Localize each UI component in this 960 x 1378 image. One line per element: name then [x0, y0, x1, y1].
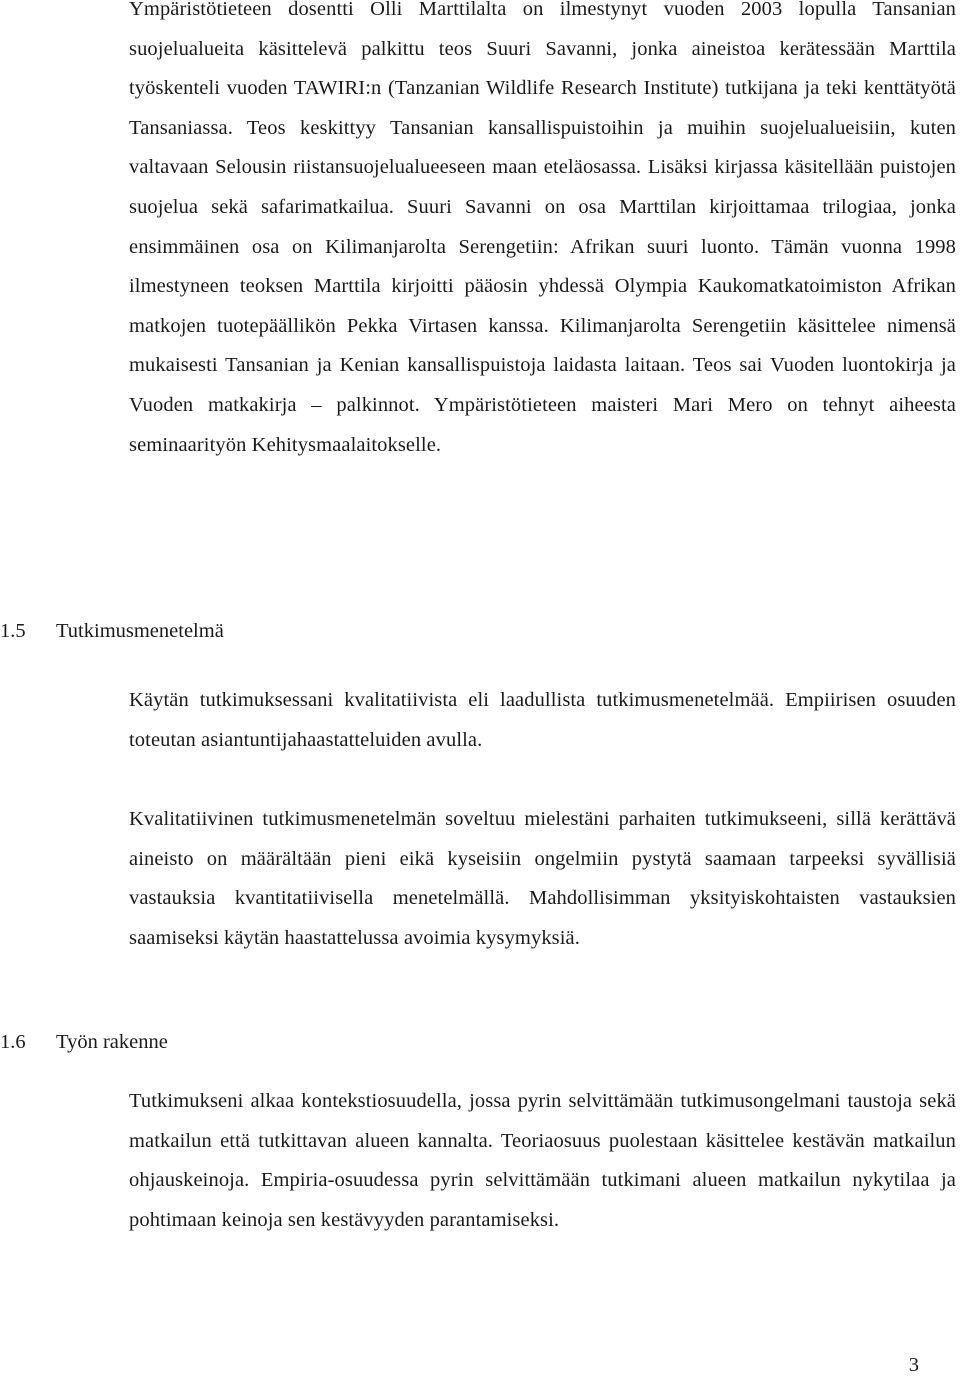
intro-paragraph: Ympäristötieteen dosentti Olli Marttilalta on ilmestynyt vuoden 2003 lopulla Tansanian suojelualueita käsittelevä palkittu teos Suuri Savanni, jonka aineistoa kerätessään Marttila työskenteli vuoden TAWIRI:n (Tanzanian Wildlife Research Institute) tutkijana ja teki kenttätyötä Tansaniassa. Teos keskittyy Tansanian kansallispuistoihin ja muihin suojelualueisiin, kuten valtavaan Selousin riistansuojelualueeseen maan eteläosassa. Lisäksi kirjassa käsitellään puistojen suojelua sekä safarimatkailua. Suuri Savanni on osa Marttilan kirjoittamaa trilogiaa, jonka ensimmäinen osa on Kilimanjarolta Serengetiin: Afrikan suuri luonto. Tämän vuonna 1998 ilmestyneen teoksen Marttila kirjoitti pääosin yhdessä Olympia Kaukomatkatoimiston Afrikan matkojen tuotepäällikön Pekka Virtasen kanssa. Kilimanjarolta Serengetiin käsittelee nimensä mukaisesti Tansanian ja Kenian kansallispuistoja laidasta laitaan. Teos sai Vuoden luontokirja ja Vuoden matkakirja – palkinnot. Ympäristötieteen maisteri Mari Mero on tehnyt aiheesta seminaarityön Kehitysmaalaitokselle.	[129, 0, 956, 456]
method-paragraph-1: Käytän tutkimuksessani kvalitatiivista eli laadullista tutkimusmenetelmää. Empiirisen osuuden toteutan asiantuntijahaastatteluiden avulla.	[129, 689, 956, 751]
section-number: 1.6	[0, 1031, 26, 1053]
structure-paragraph: Tutkimukseni alkaa kontekstiosuudella, jossa pyrin selvittämään tutkimusongelmani taustoja sekä matkailun että tutkittavan alueen kannalta. Teoriaosuus puolestaan käsittelee kestävän matkailun ohjauskeinoja. Empiria-osuudessa pyrin selvittämään tutkimani alueen matkailun nykytilaa ja pohtimaan keinoja sen kestävyyden parantamiseksi.	[129, 1090, 956, 1231]
method-paragraph-2: Kvalitatiivinen tutkimusmenetelmän soveltuu mielestäni parhaiten tutkimukseeni, sillä kerättävä aineisto on määrältään pieni eikä kyseisiin ongelmiin pystytä saamaan tarpeeksi syvällisiä vastauksia kvantitatiivisella menetelmällä. Mahdollisimman yksityiskohtaisten vastauksien saamiseksi käytän haastattelussa avoimia kysymyksiä.	[129, 808, 956, 949]
page-number: 3	[908, 1354, 919, 1376]
section-number: 1.5	[0, 620, 26, 642]
section-heading-1-6	[0, 1022, 168, 1062]
section-heading-1-5	[0, 611, 224, 651]
section-title: Tutkimusmenetelmä	[56, 620, 224, 642]
section-title: Työn rakenne	[56, 1031, 168, 1053]
